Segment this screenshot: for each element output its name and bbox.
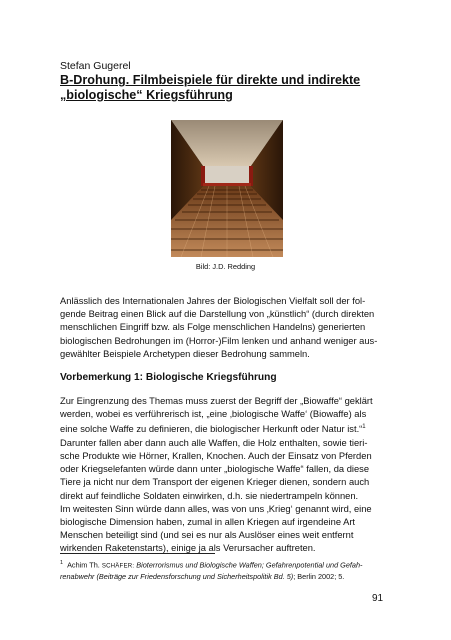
body-line: Tiere ja nicht nur dem Transport der eigenen Krieger dienen, sondern auch <box>60 477 370 488</box>
footnote-divider <box>60 553 215 554</box>
footnote <box>60 558 391 583</box>
body-line-text: eine solche Waffe zu definieren, die biologischer Herkunft oder Natur ist.“ <box>60 424 363 435</box>
cinema-auditorium-image <box>171 120 283 257</box>
intro-paragraph <box>60 295 391 361</box>
section-heading: Vorbemerkung 1: Biologische Kriegsführung <box>60 372 277 383</box>
body-line: biologische Dimension haben, zumal in allen Kriegen auf irgendeine Art <box>60 516 356 527</box>
footnote-author-last: SCHÄFER: <box>101 562 135 570</box>
footnote-line-2 <box>60 572 391 583</box>
intro-line: gewählter Beispiele Archetypen dieser Bedrohung sammeln. <box>60 348 310 359</box>
footnote-title: Bioterrorismus und Biologische Waffen; Gefahrenpotential und Gefah- <box>136 560 363 570</box>
body-line <box>60 421 391 436</box>
body-line: sche Produkte wie Hörner, Krallen, Knochen. Auch der Einsatz von Pferden <box>60 450 372 461</box>
figure-caption: Bild: J.D. Redding <box>195 262 256 271</box>
cinema-photo <box>171 120 283 257</box>
title-line-1: B-Drohung. Filmbeispiele für direkte und indirekte <box>60 73 361 87</box>
intro-line: Anlässlich des Internationalen Jahres der Biologischen Vielfalt soll der fol- <box>60 296 366 306</box>
footnote-line-1 <box>60 558 391 572</box>
footnote-author-first: Achim Th. <box>67 560 100 570</box>
footnote-title-cont: renabwehr (Beiträge zur Friedensforschung und Sicherheitspolitik Bd. 5) <box>60 572 294 582</box>
body-line: Menschen beteiligt sind (und sei es nur als Auslöser eines weit entfernt <box>60 530 354 541</box>
author-name: Stefan Gugerel <box>60 60 131 72</box>
body-line: Im weitesten Sinn würde dann alles, was von uns ‚Krieg‘ genannt wird, eine <box>60 503 372 514</box>
article-title <box>60 73 400 103</box>
footnote-number: 1 <box>60 560 64 566</box>
footnote-pub: ; Berlin 2002; 5. <box>293 572 345 582</box>
body-paragraph <box>60 395 391 556</box>
intro-line: menschlichen Eingriff bzw. als Folge menschlichen Handelns) generierten <box>60 322 366 333</box>
page-number: 91 <box>372 593 384 604</box>
body-line: direkt auf feindliche Soldaten einwirken, d.h. sie niedertrampeln können. <box>60 490 359 501</box>
body-line: oder Kriegselefanten würde dann unter „biologische Waffe“ fallen, da diese <box>60 464 370 475</box>
body-line: Darunter fallen aber dann auch alle Waffen, die Holz enthalten, sowie tieri- <box>60 437 368 448</box>
footnote-ref[interactable]: 1 <box>362 424 366 431</box>
title-line-2: „biologische“ Kriegsführung <box>60 88 233 102</box>
intro-line: biologischen Bedrohungen im (Horror-)Film lenken und anhand weniger aus- <box>60 335 378 346</box>
body-line: werden, wobei es verführerisch ist, „eine ‚biologische Waffe‘ (Biowaffe) als <box>60 409 367 420</box>
intro-line: gende Beitrag einen Blick auf die Darstellung von „künstlich“ (durch direkten <box>60 309 375 320</box>
body-line: Zur Eingrenzung des Themas muss zuerst der Begriff der „Biowaffe“ geklärt <box>60 396 373 406</box>
body-line: wirkenden Raketenstarts), einige ja als Verursacher auftreten. <box>60 543 316 554</box>
